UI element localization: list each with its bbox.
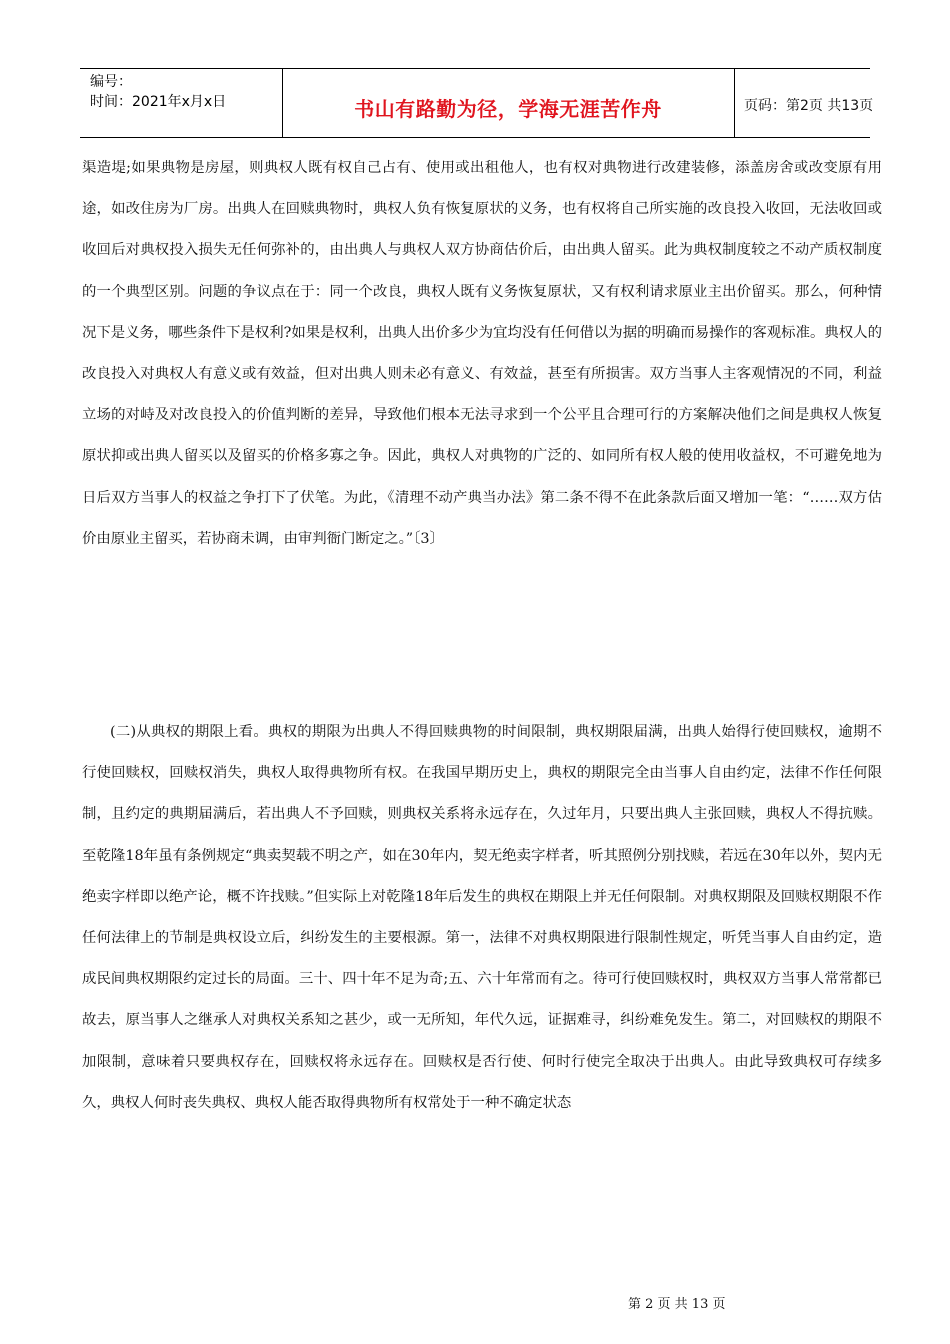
header-page-cell: [734, 69, 874, 137]
body-paragraph-1: 渠造堤;如果典物是房屋，则典权人既有权自己占有、使用或出租他人，也有权对典物进行改建装修，添盖房舍或改变原有用途，如改住房为厂房。出典人在回赎典物时，典权人负有恢复原状的义务，也有权将自己所实施的改良投入收回，无法收回或收回后对典权投入损失无任何弥补的，由出典人与典权人双方协商估价后，由出典人留买。此为典权制度较之不动产质权制度的一个典型区别。问题的争议点在于：同一个改良，典权人既有义务恢复原状，又有权利请求原业主出价留买。那么，何种情况下是义务，哪些条件下是权利?如果是权利，出典人出价多少为宜均没有任何借以为据的明确而易操作的客观标准。典权人的改良投入对典权人有意义或有效益，但对出典人则未必有意义、有效益，甚至有所损害。双方当事人主客观情况的不同，利益立场的对峙及对改良投入的价值判断的差异，导致他们根本无法寻求到一个公平且合理可行的方案解决他们之间是典权人恢复原状抑或出典人留买以及留买的价格多寡之争。因此，典权人对典物的广泛的、如同所有权人般的使用收益权，不可避免地为日后双方当事人的权益之争打下了伏笔。为此，《清理不动产典当办法》第二条不得不在此条款后面又增加一笔：“……双方估价由原业主留买，若协商未调，由审判衙门断定之。”〔3〕: [82, 160, 882, 547]
page-footer: 第 2 页 共 13 页: [628, 1297, 726, 1312]
document-header: [80, 68, 874, 138]
header-motto: 书山有路勤为径，学海无涯苦作舟: [354, 97, 662, 121]
document-date-label: 时间：2021年x月x日: [90, 94, 227, 110]
body-paragraph-2: (二)从典权的期限上看。典权的期限为出典人不得回赎典物的时间限制，典权期限届满，出典人始得行使回赎权，逾期不行使回赎权，回赎权消失，典权人取得典物所有权。在我国早期历史上，典权的期限完全由当事人自由约定，法律不作任何限制，且约定的典期届满后，若出典人不予回赎，则典权关系将永远存在，久过年月，只要出典人主张回赎，典权人不得抗赎。至乾隆18年虽有条例规定“典卖契载不明之产，如在30年内，契无绝卖字样者，听其照例分别找赎，若远在30年以外，契内无绝卖字样即以绝产论，概不许找赎。”但实际上对乾隆18年后发生的典权在期限上并无任何限制。对典权期限及回赎权期限不作任何法律上的节制是典权设立后，纠纷发生的主要根源。第一，法律不对典权期限进行限制性规定，听凭当事人自由约定，造成民间典权期限约定过长的局面。三十、四十年不足为奇;五、六十年常而有之。待可行使回赎权时，典权双方当事人常常都已故去，原当事人之继承人对典权关系知之甚少，或一无所知，年代久远，证据难寻，纠纷难免发生。第二，对回赎权的期限不加限制，意味着只要典权存在，回赎权将永远存在。回赎权是否行使、何时行使完全取决于出典人。由此导致典权可存续多久，典权人何时丧失典权、典权人能否取得典物所有权常处于一种不确定状态: [82, 724, 882, 1111]
document-number-label: 编号：: [90, 74, 132, 90]
header-motto-cell: [282, 69, 735, 137]
header-meta-cell: [80, 69, 283, 137]
header-page-number: 页码：第2页 共13页: [744, 98, 874, 114]
